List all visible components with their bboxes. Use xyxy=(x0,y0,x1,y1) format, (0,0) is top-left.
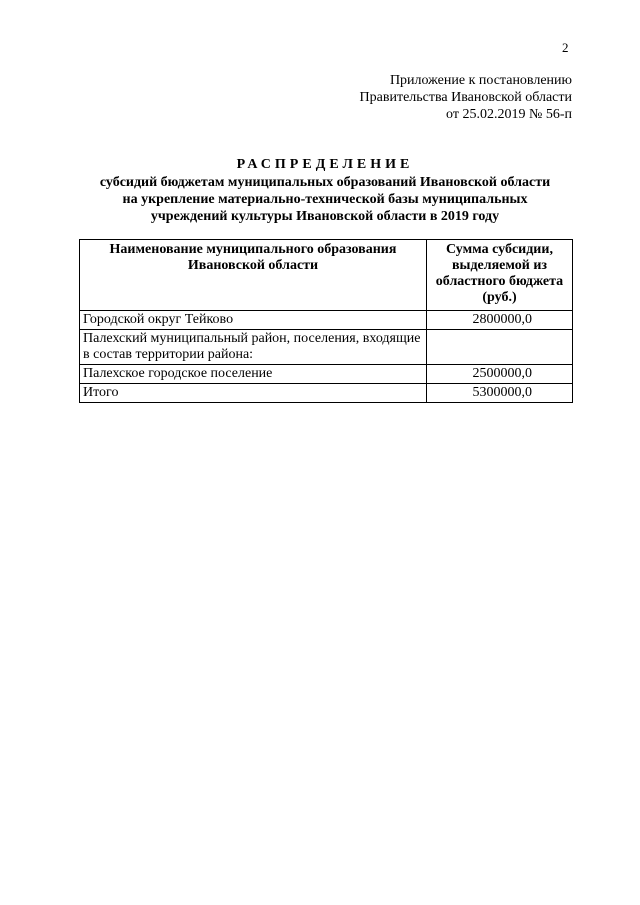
table-header-row xyxy=(80,240,573,311)
row-amount xyxy=(427,330,573,365)
appendix-date-line: от 25.02.2019 № 56-п xyxy=(446,107,572,122)
column-header-name: Наименование муниципального образования Ивановской области xyxy=(80,240,427,311)
table-row xyxy=(80,365,573,384)
table-row-total xyxy=(80,384,573,403)
appendix-line: Правительства Ивановской области xyxy=(359,90,572,105)
table-row xyxy=(80,311,573,330)
row-name: Палехский муниципальный район, поселения, входящие в состав территории района: xyxy=(80,330,427,365)
title-subline: учреждений культуры Ивановской области в 2019 году xyxy=(150,209,500,224)
page-number: 2 xyxy=(562,40,569,55)
title-heading: РАСПРЕДЕЛЕНИЕ xyxy=(236,157,414,172)
title-subline: субсидий бюджетам муниципальных образований Ивановской области xyxy=(99,175,551,190)
appendix-line: Приложение к постановлению xyxy=(389,73,572,88)
document-title xyxy=(75,156,575,225)
column-header-amount: Сумма субсидии, выделяемой из областного бюджета (руб.) xyxy=(427,240,573,311)
row-name: Итого xyxy=(80,384,427,403)
title-subline: на укрепление материально-технической базы муниципальных xyxy=(122,192,528,207)
row-amount: 5300000,0 xyxy=(427,384,573,403)
row-name: Палехское городское поселение xyxy=(80,365,427,384)
distribution-table xyxy=(79,239,573,403)
table-row xyxy=(80,330,573,365)
row-amount: 2800000,0 xyxy=(427,311,573,330)
row-name: Городской округ Тейково xyxy=(80,311,427,330)
row-amount: 2500000,0 xyxy=(427,365,573,384)
appendix-header xyxy=(252,72,572,123)
